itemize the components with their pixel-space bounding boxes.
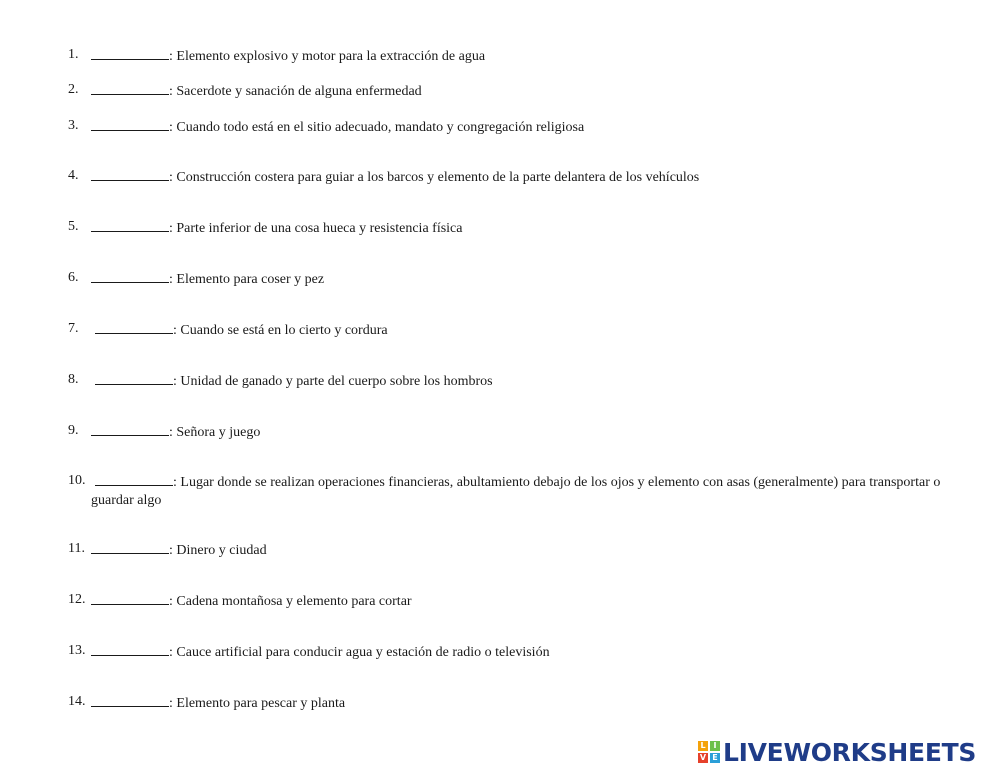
answer-blank[interactable] (91, 46, 169, 60)
item-clue: : Unidad de ganado y parte del cuerpo sobre los hombros (173, 374, 493, 389)
item-clue: : Elemento explosivo y motor para la extracción de agua (169, 49, 486, 64)
logo-square-i: I (710, 741, 720, 751)
item-number: 1. (68, 47, 79, 62)
item-clue: : Dinero y ciudad (169, 543, 267, 558)
item-clue: : Elemento para coser y pez (169, 272, 325, 287)
item-number: 12. (68, 592, 86, 607)
item-clue: : Señora y juego (169, 425, 261, 440)
item-number: 13. (68, 643, 86, 658)
item-number: 9. (68, 423, 79, 438)
item-clue: : Elemento para pescar y planta (169, 696, 346, 711)
item-clue: : Construcción costera para guiar a los barcos y elemento de la parte delantera de los vehículos (169, 170, 700, 185)
answer-blank[interactable] (95, 320, 173, 334)
logo-square-l: L (698, 741, 708, 751)
logo-square-e: E (710, 753, 720, 763)
item-number: 2. (68, 82, 79, 97)
answer-blank[interactable] (91, 81, 169, 95)
item-number: 11. (68, 541, 85, 556)
item-number: 3. (68, 118, 79, 133)
logo-mark-icon (698, 741, 720, 763)
answer-blank[interactable] (91, 218, 169, 232)
answer-blank[interactable] (91, 117, 169, 131)
answer-blank[interactable] (91, 422, 169, 436)
logo-text: LIVEWORKSHEETS (723, 737, 977, 767)
item-clue: : Cuando todo está en el sitio adecuado, mandato y congregación religiosa (169, 120, 585, 135)
item-clue: : Cadena montañosa y elemento para cortar (169, 594, 412, 609)
answer-blank[interactable] (95, 371, 173, 385)
item-number: 7. (68, 321, 79, 336)
answer-blank[interactable] (91, 269, 169, 283)
answer-blank[interactable] (95, 472, 173, 486)
item-number: 6. (68, 270, 79, 285)
answer-blank[interactable] (91, 540, 169, 554)
liveworksheets-logo (698, 737, 976, 767)
item-number: 4. (68, 168, 79, 183)
item-number: 14. (68, 694, 86, 709)
answer-blank[interactable] (91, 591, 169, 605)
item-number: 5. (68, 219, 79, 234)
item-clue: : Parte inferior de una cosa hueca y resistencia física (169, 221, 463, 236)
item-number: 10. (68, 473, 86, 488)
logo-square-v: V (699, 753, 707, 762)
answer-blank[interactable] (91, 693, 169, 707)
item-clue: : Lugar donde se realizan operaciones financieras, abultamiento debajo de los ojos y elemento con asas (generalmente) para transportar o guardar algo (91, 475, 941, 508)
item-clue: : Cauce artificial para conducir agua y estación de radio o televisión (169, 645, 550, 660)
item-number: 8. (68, 372, 79, 387)
answer-blank[interactable] (91, 167, 169, 181)
item-clue: : Cuando se está en lo cierto y cordura (173, 323, 388, 338)
answer-blank[interactable] (91, 642, 169, 656)
item-clue: : Sacerdote y sanación de alguna enfermedad (169, 84, 422, 99)
